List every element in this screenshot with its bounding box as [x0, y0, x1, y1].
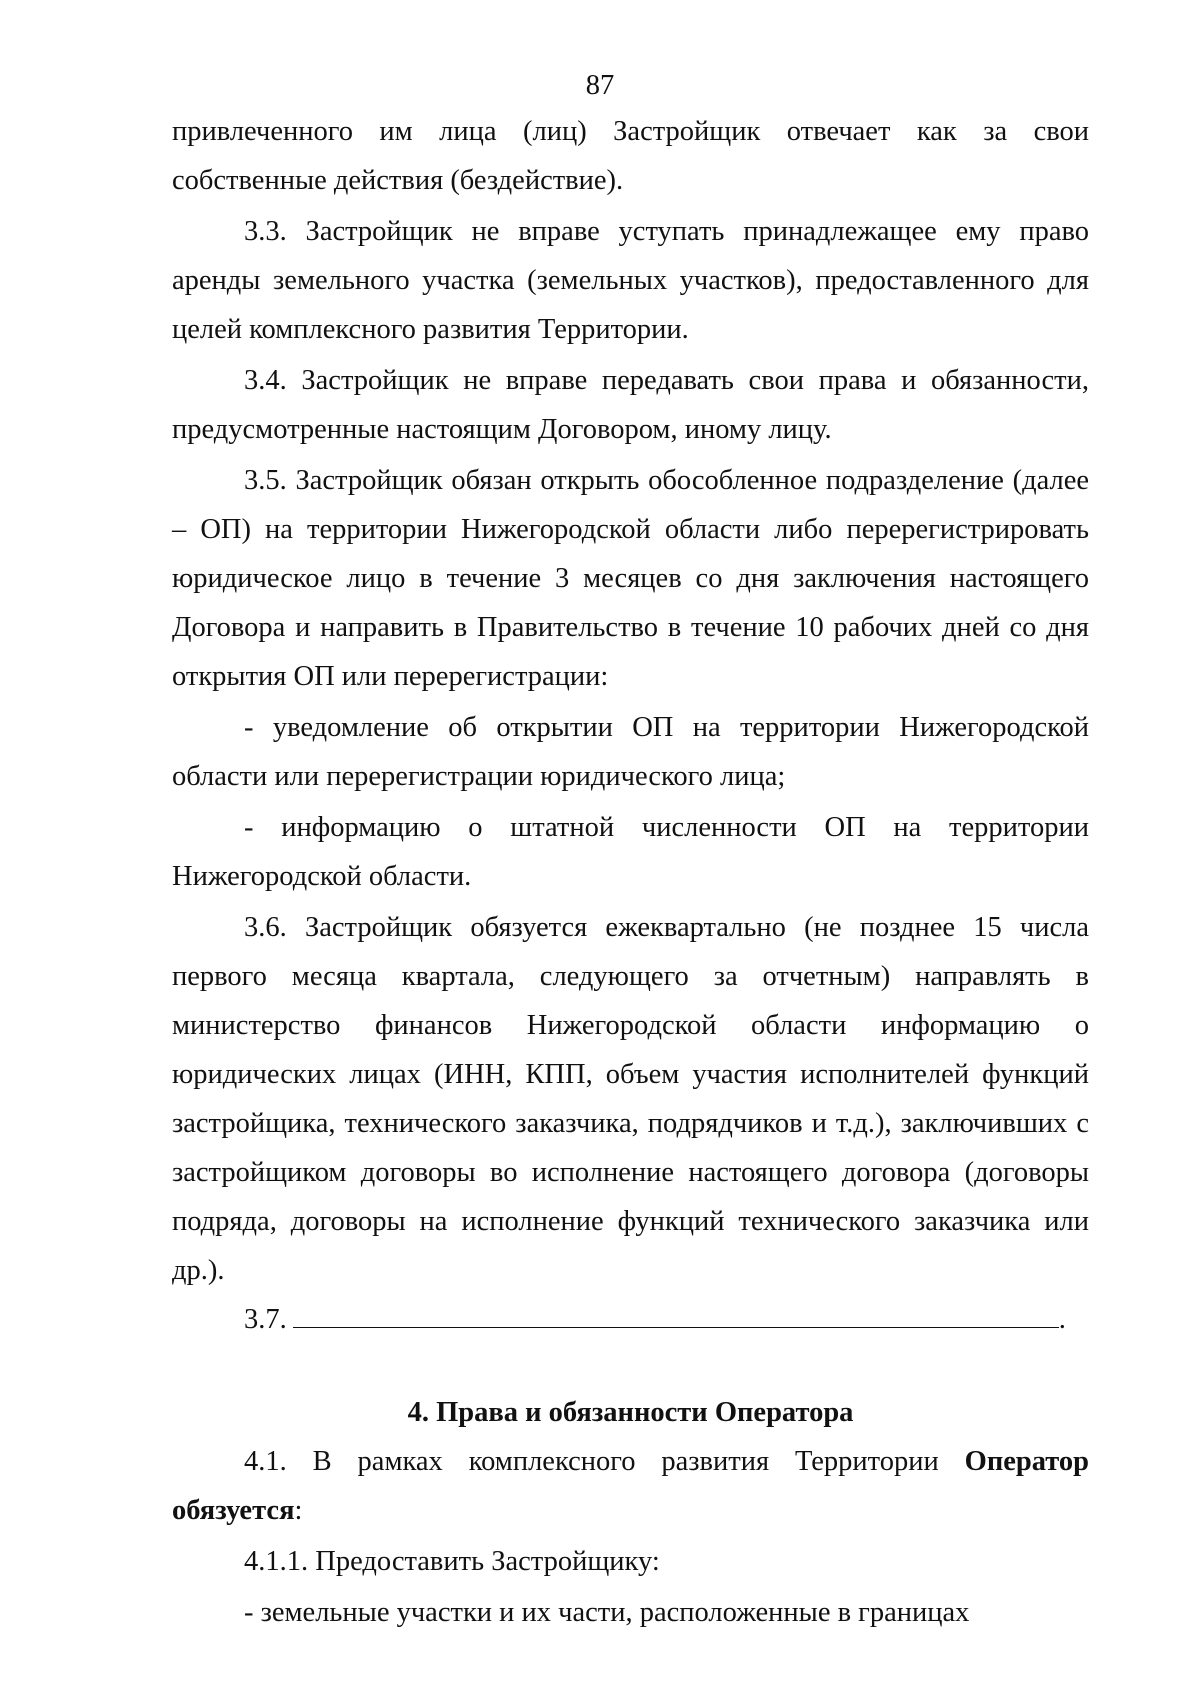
paragraph-3-5: 3.5. Застройщик обязан открыть обособленное подразделение (далее – ОП) на территории Нижегородской области либо перерегистрировать юридическое лицо в течение 3 месяцев со дня заключения настоящего Договора и направить в Правительство в течение 10 рабочих дней со дня открытия ОП или перерегистрации: — [172, 465, 1089, 692]
paragraph-3-3: 3.3. Застройщик не вправе уступать принадлежащее ему право аренды земельного участка (земельных участков), предоставленного для целей комплексного развития Территории. — [172, 216, 1089, 345]
paragraph-4-1 — [172, 1437, 1089, 1535]
paragraph-3-7-end: . — [1058, 1304, 1066, 1335]
paragraph-continuation: привлеченного им лица (лиц) Застройщик отвечает как за свои собственные действия (бездействие). — [172, 116, 1089, 196]
page-number: 87 — [585, 70, 615, 101]
list-item-staff-info: - информацию о штатной численности ОП на территории Нижегородской области. — [172, 812, 1089, 892]
document-body — [172, 107, 1089, 1637]
list-item-land-plots: - земельные участки и их части, расположенные в границах — [244, 1597, 970, 1628]
paragraph-4-1-text: 4.1. В рамках комплексного развития Территории — [244, 1446, 965, 1477]
paragraph-3-6: 3.6. Застройщик обязуется ежеквартально (не позднее 15 числа первого месяца квартала, следующего за отчетным) направлять в министерство финансов Нижегородской области информацию о юридических лицах (ИНН, КПП, объем участия исполнителей функций застройщика, технического заказчика, подрядчиков и т.д.), заключивших с застройщиком договоры во исполнение настоящего договора (договоры подряда, договоры на исполнение функций технического заказчика или др.). — [172, 912, 1089, 1286]
section-heading: 4. Права и обязанности Оператора — [407, 1397, 854, 1428]
list-item-notification: - уведомление об открытии ОП на территории Нижегородской области или перерегистрации юридического лица; — [172, 712, 1089, 792]
paragraph-3-4: 3.4. Застройщик не вправе передавать свои права и обязанности, предусмотренные настоящим Договором, иному лицу. — [172, 365, 1089, 445]
blank-fill-line — [293, 1295, 1059, 1328]
paragraph-4-1-end: : — [294, 1495, 303, 1526]
paragraph-3-7 — [172, 1295, 1089, 1344]
paragraph-4-1-1: 4.1.1. Предоставить Застройщику: — [244, 1546, 660, 1577]
paragraph-3-7-label: 3.7. — [244, 1304, 287, 1335]
paragraph-4-1-bold: Оператор обязуется — [172, 1446, 1089, 1526]
